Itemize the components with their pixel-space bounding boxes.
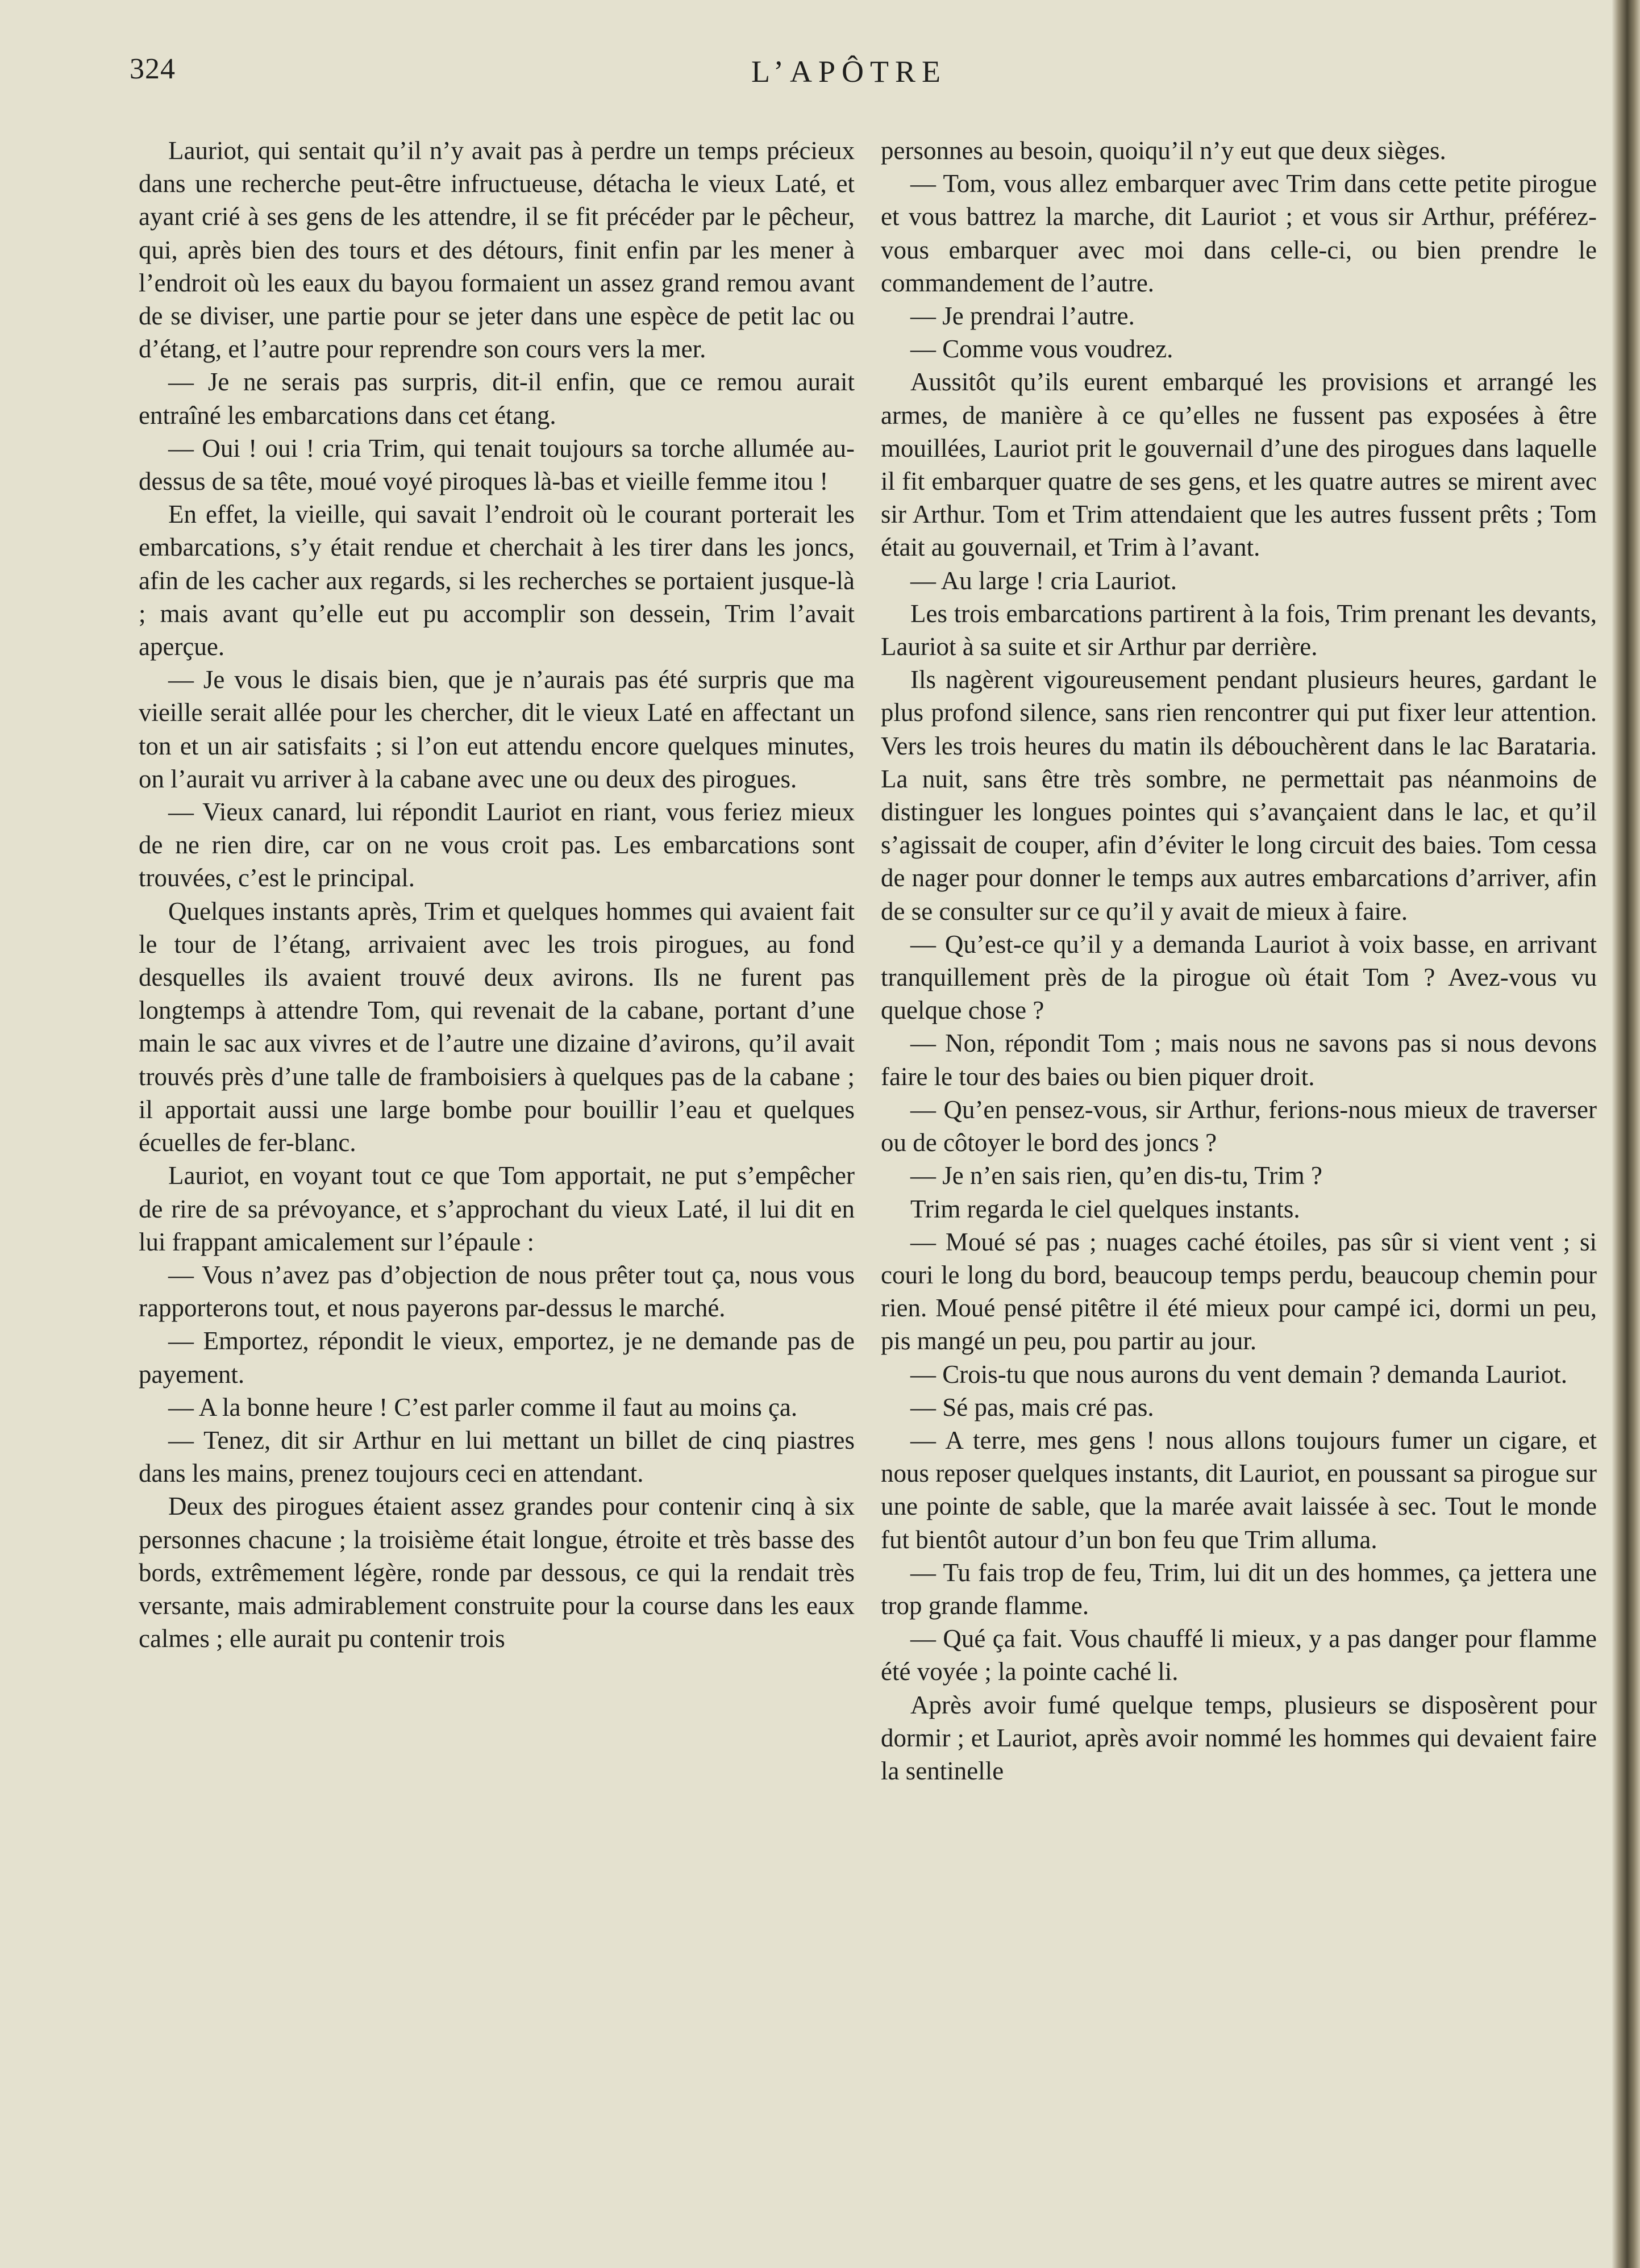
paragraph: — Qué ça fait. Vous chauffé li mieux, y a pas danger pour flamme été voyée ; la pointe caché li. — [881, 1624, 1597, 1686]
paragraph: Deux des pirogues étaient assez grandes pour contenir cinq à six personnes chacune ; la troisième était longue, étroite et très basse des bords, extrêmement légère, ronde par dessous, ce qui la rendait très versante, mais admirablement construite pour la course dans les eaux calmes ; elle aurait pu contenir trois — [139, 1492, 855, 1653]
paragraph: — Vieux canard, lui répondit Lauriot en riant, vous feriez mieux de ne rien dire, car on ne vous croit pas. Les embarcations sont trouvées, c’est le principal. — [139, 798, 855, 893]
paragraph: — Au large ! cria Lauriot. — [910, 566, 1177, 595]
paragraph: Ils nagèrent vigoureusement pendant plusieurs heures, gardant le plus profond silence, sans rien rencontrer qui put fixer leur attention. Vers les trois heures du matin ils débouchèrent dans le lac Barataria. La nuit, sans être très sombre, ne permettait pas néanmoins de distinguer les longues pointes qui s’avançaient dans le lac, et qu’il s’agissait de couper, afin d’éviter le long circuit des baies. Tom cessa de nager pour donner le temps aux autres embarcations d’arriver, afin de se consulter sur ce qu’il y avait de mieux à faire. — [881, 665, 1597, 925]
paragraph: — Tu fais trop de feu, Trim, lui dit un des hommes, ça jettera une trop grande flamme. — [881, 1558, 1597, 1620]
paragraph: — Je vous le disais bien, que je n’aurais pas été surpris que ma vieille serait allée pour les chercher, dit le vieux Laté en affectant un ton et un air satisfaits ; si l’on eut attendu encore quelques minutes, on l’aurait vu arriver à la cabane avec une ou deux des pirogues. — [139, 665, 855, 793]
paragraph: Après avoir fumé quelque temps, plusieurs se disposèrent pour dormir ; et Lauriot, après avoir nommé les hommes qui devaient faire la sentinelle — [881, 1690, 1597, 1785]
paragraph-continued: personnes au besoin, quoiqu’il n’y eut que deux sièges. — [881, 136, 1446, 165]
page-number: 324 — [130, 53, 176, 85]
paragraph: — A terre, mes gens ! nous allons toujours fumer un cigare, et nous reposer quelques instants, dit Lauriot, en poussant sa pirogue sur une pointe de sable, que la marée avait laissée à sec. Tout le monde fut bientôt autour d’un bon feu que Trim alluma. — [881, 1425, 1597, 1554]
paragraph: Aussitôt qu’ils eurent embarqué les provisions et arrangé les armes, de manière à ce qu’elles ne fussent pas exposées à être mouillées, Lauriot prit le gouvernail d’une des pirogues dans laquelle il fit embarquer quatre de ses gens, et les quatre autres se mirent avec sir Arthur. Tom et Trim attendaient que les autres fussent prêts ; Tom était au gouvernail, et Trim à l’avant. — [881, 368, 1597, 562]
paragraph: — Tenez, dit sir Arthur en lui mettant un billet de cinq piastres dans les mains, prenez toujours ceci en attendant. — [139, 1425, 855, 1488]
paragraph: — Qu’est-ce qu’il y a demanda Lauriot à voix basse, en arrivant tranquillement près de la pirogue où était Tom ? Avez-vous vu quelque chose ? — [881, 929, 1597, 1025]
right-column — [881, 134, 1597, 1787]
paragraph: — Crois-tu que nous aurons du vent demain ? demanda Lauriot. — [910, 1360, 1567, 1389]
paragraph: Quelques instants après, Trim et quelques hommes qui avaient fait le tour de l’étang, arrivaient avec les trois pirogues, au fond desquelles ils avaient trouvé deux avirons. Ils ne furent pas longtemps à attendre Tom, qui revenait de la cabane, portant d’une main le sac aux vivres et de l’autre une dizaine d’avirons, qu’il avait trouvés près d’une talle de framboisiers à quelques pas de la cabane ; il apportait aussi une large bombe pour bouillir l’eau et quelques écuelles de fer-blanc. — [139, 897, 855, 1157]
book-spine-shadow — [1612, 0, 1640, 2268]
running-title: L’APÔTRE — [751, 55, 947, 89]
paragraph: — Moué sé pas ; nuages caché étoiles, pas sûr si vient vent ; si couri le long du bord, beaucoup temps perdu, beaucoup chemin pour rien. Moué pensé pitêtre il été mieux pour campé ici, dormi un peu, pis mangé un peu, pou partir au jour. — [881, 1227, 1597, 1356]
paragraph: Lauriot, qui sentait qu’il n’y avait pas à perdre un temps précieux dans une recherche peut-être infructueuse, détacha le vieux Laté, et ayant crié à ses gens de les attendre, il se fit précéder par le pêcheur, qui, après bien des tours et des détours, finit enfin par les mener à l’endroit où les eaux du bayou formaient un assez grand remou avant de se diviser, une partie pour se jeter dans une espèce de petit lac ou d’étang, et l’autre pour reprendre son cours vers la mer. — [139, 136, 855, 364]
paragraph: — Je n’en sais rien, qu’en dis-tu, Trim ? — [910, 1161, 1322, 1190]
paragraph: — Je ne serais pas surpris, dit-il enfin, que ce remou aurait entraîné les embarcations dans cet étang. — [139, 368, 855, 430]
left-column — [139, 134, 855, 1655]
paragraph: — Sé pas, mais cré pas. — [910, 1393, 1154, 1421]
paragraph: — Qu’en pensez-vous, sir Arthur, ferions-nous mieux de traverser ou de côtoyer le bord des joncs ? — [881, 1095, 1597, 1157]
paragraph: — Comme vous voudrez. — [910, 335, 1173, 364]
paragraph: — A la bonne heure ! C’est parler comme il faut au moins ça. — [168, 1393, 798, 1421]
paragraph: — Je prendrai l’autre. — [910, 302, 1135, 331]
paragraph: Trim regarda le ciel quelques instants. — [910, 1194, 1300, 1223]
paragraph: En effet, la vieille, qui savait l’endroit où le courant porterait les embarcations, s’y était rendue et cherchait à les tirer dans les joncs, afin de les cacher aux regards, si les recherches se portaient jusque-là ; mais avant qu’elle eut pu accomplir son dessein, Trim l’avait aperçue. — [139, 500, 855, 661]
paragraph: Les trois embarcations partirent à la fois, Trim prenant les devants, Lauriot à sa suite et sir Arthur par derrière. — [881, 599, 1597, 661]
paragraph: — Vous n’avez pas d’objection de nous prêter tout ça, nous vous rapporterons tout, et nous payerons par-dessus le marché. — [139, 1260, 855, 1323]
paragraph: Lauriot, en voyant tout ce que Tom apportait, ne put s’empêcher de rire de sa prévoyance, et s’approchant du vieux Laté, il lui dit en lui frappant amicalement sur l’épaule : — [139, 1161, 855, 1256]
paragraph: — Oui ! oui ! cria Trim, qui tenait toujours sa torche allumée au-dessus de sa tête, moué voyé piroques là-bas et vieille femme itou ! — [139, 433, 855, 496]
paragraph: — Emportez, répondit le vieux, emportez, je ne demande pas de payement. — [139, 1327, 855, 1389]
paragraph: — Tom, vous allez embarquer avec Trim dans cette petite pirogue et vous battrez la marche, dit Lauriot ; et vous sir Arthur, préférez-vous embarquer avec moi dans celle-ci, ou bien prendre le commandement de l’autre. — [881, 169, 1597, 297]
paragraph: — Non, répondit Tom ; mais nous ne savons pas si nous devons faire le tour des baies ou bien piquer droit. — [881, 1029, 1597, 1091]
